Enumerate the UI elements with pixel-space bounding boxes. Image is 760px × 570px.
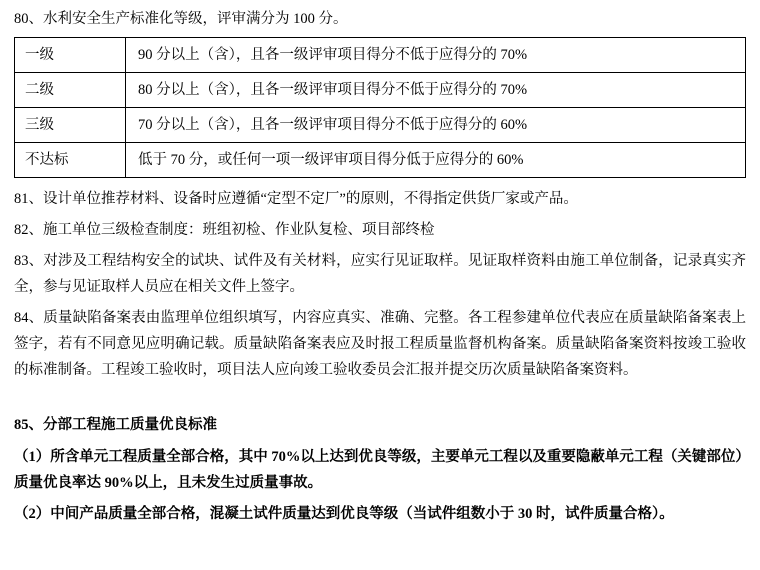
table-row [15,38,746,73]
section-85-item-2: （2）中间产品质量全部合格，混凝土试件质量达到优良等级（当试件组数小于 30 时，试件质量合格）。 [14,506,674,522]
grade-criteria-table [14,37,746,178]
paragraph-item-83: 83、对涉及工程结构安全的试块、试件及有关材料，应实行见证取样。见证取样资料由施工单位制备，记录真实齐全，参与见证取样人员应在相关文件上签字。 [14,253,746,295]
grade-level-cell: 三级 [15,108,126,143]
paragraph-item-82: 82、施工单位三级检查制度：班组初检、作业队复检、项目部终检 [14,222,435,238]
table-row [15,143,746,178]
section-85-item-1: （1）所含单元工程质量全部合格，其中 70%以上达到优良等级，主要单元工程以及重要隐蔽单元工程（关键部位）质量优良率达 90%以上，且未发生过质量事故。 [14,449,743,491]
section-title-85: 85、分部工程施工质量优良标准 [14,417,217,433]
table-row [15,73,746,108]
grade-level-cell: 不达标 [15,143,126,178]
paragraph-item-80: 80、水利安全生产标准化等级，评审满分为 100 分。 [14,11,348,27]
grade-criteria-cell: 70 分以上（含），且各一级评审项目得分不低于应得分的 60% [126,108,746,143]
section-spacer [14,388,746,398]
grade-criteria-cell: 低于 70 分，或任何一项一级评审项目得分低于应得分的 60% [126,143,746,178]
grade-level-cell: 二级 [15,73,126,108]
paragraph-item-84: 84、质量缺陷备案表由监理单位组织填写，内容应真实、准确、完整。各工程参建单位代表应在质量缺陷备案表上签字，若有不同意见应明确记载。质量缺陷备案表应及时报工程质量监督机构备案。质量缺陷备案资料按竣工验收的标准制备。工程竣工验收时，项目法人应向竣工验收委员会汇报并提交历次质量缺陷备案资料。 [14,310,746,378]
table-row [15,108,746,143]
grade-criteria-cell: 90 分以上（含），且各一级评审项目得分不低于应得分的 70% [126,38,746,73]
paragraph-item-81: 81、设计单位推荐材料、设备时应遵循“定型不定厂”的原则，不得指定供货厂家或产品。 [14,191,578,207]
grade-criteria-cell: 80 分以上（含），且各一级评审项目得分不低于应得分的 70% [126,73,746,108]
grade-level-cell: 一级 [15,38,126,73]
